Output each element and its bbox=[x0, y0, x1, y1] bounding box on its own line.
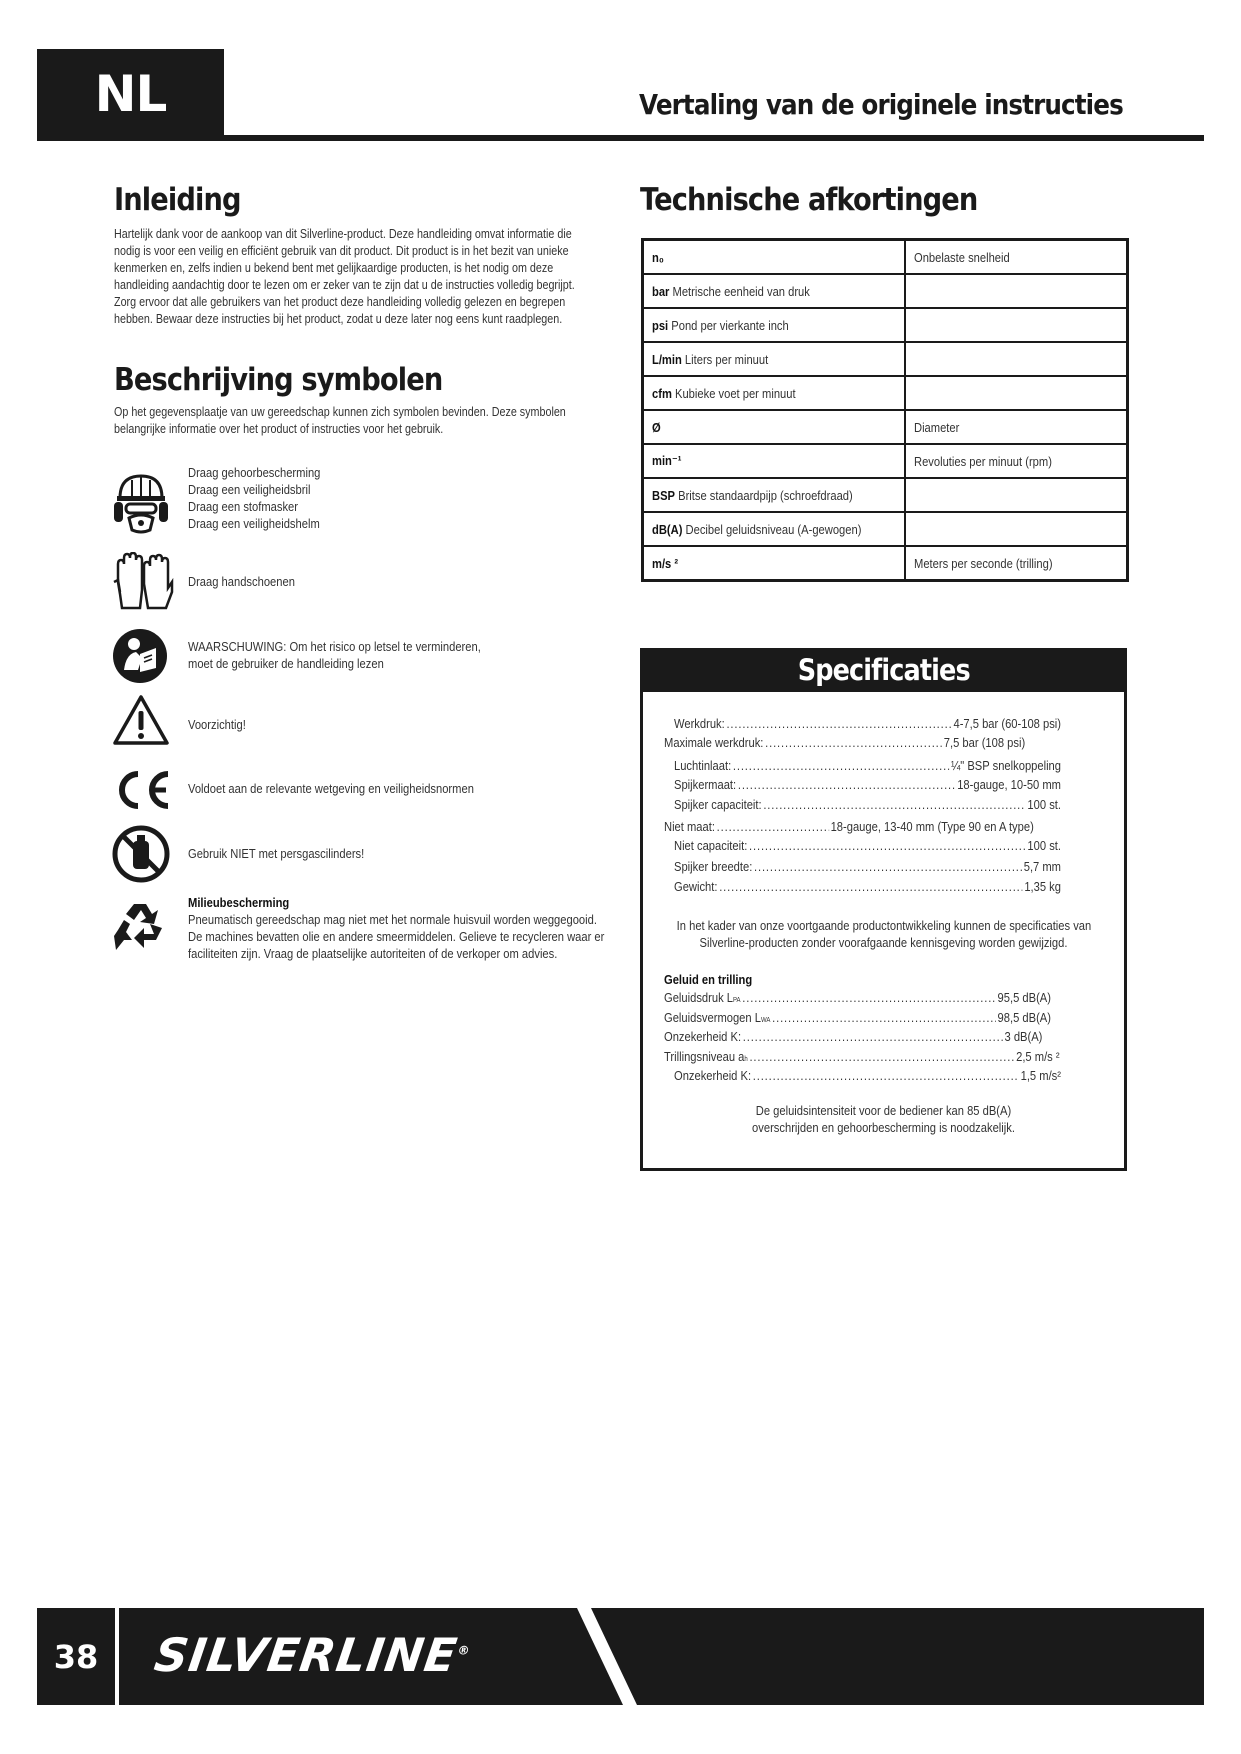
abbr-code: L/min bbox=[652, 351, 682, 367]
abbr-meaning: Britse standaardpijp (schroefdraad) bbox=[678, 487, 853, 503]
ppe-line: Draag een veiligheidsbril bbox=[188, 482, 311, 497]
sound-note-line: overschrijden en gehoorbescherming is noodzakelijk. bbox=[752, 1120, 1015, 1135]
abbreviations-table bbox=[641, 238, 1129, 582]
spec-row: Werkdruk: ..... 4-7,5 bar (60-108 psi) bbox=[674, 716, 1061, 731]
table-row bbox=[643, 240, 1128, 275]
table-row bbox=[643, 308, 1128, 342]
table-row bbox=[643, 342, 1128, 376]
sound-note bbox=[677, 1102, 1091, 1136]
specs-note bbox=[677, 917, 1091, 951]
page-number: 38 bbox=[53, 1637, 99, 1676]
abbr-code: Ø bbox=[652, 419, 661, 435]
header-rule bbox=[37, 135, 1204, 141]
abbr-definition: Revoluties per minuut (rpm) bbox=[913, 453, 1052, 469]
brand-logo bbox=[151, 1628, 474, 1682]
specs-heading: Specificaties bbox=[640, 648, 1127, 692]
abbr-code: dB(A) bbox=[652, 521, 683, 537]
abbr-code: bar bbox=[652, 283, 670, 299]
language-code: NL bbox=[94, 64, 167, 123]
abbr-code: min⁻¹ bbox=[652, 453, 682, 468]
spec-row: Niet capaciteit: ..... 100 st. bbox=[674, 838, 1061, 853]
abbr-meaning: Kubieke voet per minuut bbox=[675, 385, 796, 401]
footer-bar bbox=[37, 1608, 1204, 1705]
specs-note-line: In het kader van onze voortgaande productontwikkeling kunnen de specificaties van bbox=[676, 918, 1092, 933]
abbr-definition: Meters per seconde (trilling) bbox=[913, 555, 1053, 571]
abbr-code: n₀ bbox=[652, 249, 664, 265]
footer-divider bbox=[115, 1608, 119, 1705]
intro-heading: Inleiding bbox=[114, 182, 241, 218]
table-row bbox=[643, 478, 1128, 512]
symbols-intro bbox=[114, 404, 566, 438]
table-row bbox=[643, 376, 1128, 410]
specs-note-line: Silverline-producten zonder voorafgaande kennisgeving worden gewijzigd. bbox=[699, 935, 1068, 950]
registered-mark: ® bbox=[456, 1643, 472, 1658]
environment-line: faciliteiten zijn. Vraag de plaatselijke autoriteiten of de verkoper om advies. bbox=[188, 946, 558, 961]
spec-row: Niet maat: ..... 18-gauge, 13-40 mm (Type 90 en A type) bbox=[664, 819, 1034, 834]
environment-text bbox=[188, 894, 604, 962]
intro-line: kenmerken en, zelfs indien u bekend bent met gelijkaardige producten, is het nodig om deze bbox=[114, 261, 554, 275]
spec-row: Trillingsniveau a $_h$ ..... 2,5 m/s ² bbox=[664, 1049, 1060, 1064]
abbr-definition: Diameter bbox=[913, 419, 959, 435]
spec-row: Spijker breedte: ..... 5,7 mm bbox=[674, 859, 1061, 874]
spec-row: Geluidsdruk L $_{PA}$ ..... 95,5 dB(A) bbox=[664, 990, 1051, 1005]
abbr-definition: Onbelaste snelheid bbox=[913, 249, 1010, 265]
intro-line: handleiding aandachtig door te lezen om er zeker van te zijn dat u de instructies volledig begrijpt. bbox=[114, 278, 575, 292]
environment-line: Pneumatisch gereedschap mag niet met het normale huisvuil worden weggegooid. bbox=[188, 912, 597, 927]
abbr-code: BSP bbox=[652, 487, 675, 503]
abbr-meaning: Liters per minuut bbox=[684, 351, 769, 367]
environment-line: De machines bevatten olie en andere smeermiddelen. Gelieve te recycleren waar er bbox=[188, 929, 605, 944]
intro-line: nodig is voor een veilig en efficiënt gebruik van dit product. Dit product is in het bezit van unieke bbox=[114, 244, 569, 258]
sound-heading: Geluid en trilling bbox=[664, 972, 753, 987]
gloves-text: Draag handschoenen bbox=[188, 574, 295, 589]
ppe-line: Draag gehoorbescherming bbox=[188, 465, 321, 480]
read-manual-icon bbox=[112, 628, 168, 684]
gloves-icon bbox=[112, 552, 174, 610]
spec-row: Geluidsvermogen L $_{WA}$ ..... 98,5 dB(A) bbox=[664, 1010, 1051, 1025]
read-manual-line: moet de gebruiker de handleiding lezen bbox=[188, 656, 384, 671]
read-manual-text bbox=[188, 638, 481, 672]
no-gas-cylinder-icon bbox=[112, 825, 170, 883]
recycle-icon bbox=[112, 898, 168, 954]
intro-line: Zorg ervoor dat alle gebruikers van het product deze handleiding volledig gelezen en begrepen bbox=[114, 295, 566, 309]
symbols-heading: Beschrijving symbolen bbox=[114, 362, 443, 398]
table-row bbox=[643, 546, 1128, 581]
spec-row: Spijkermaat: ..... 18-gauge, 10-50 mm bbox=[674, 777, 1061, 792]
spec-row: Maximale werkdruk: ..... 7,5 bar (108 psi) bbox=[664, 735, 1025, 750]
ppe-line: Draag een stofmasker bbox=[188, 499, 298, 514]
symbols-intro-line: Op het gegevensplaatje van uw gereedschap kunnen zich symbolen bevinden. Deze symbolen bbox=[114, 405, 566, 419]
no-gas-text: Gebruik NIET met persgascilinders! bbox=[188, 846, 365, 861]
language-badge bbox=[37, 49, 224, 138]
spec-row: Onzekerheid K: ..... 1,5 m/s² bbox=[674, 1068, 1061, 1083]
abbr-meaning: Pond per vierkante inch bbox=[671, 317, 789, 333]
ce-text: Voldoet aan de relevante wetgeving en veiligheidsnormen bbox=[188, 781, 474, 796]
table-row bbox=[643, 274, 1128, 308]
intro-line: hebben. Bewaar deze instructies bij het product, zodat u deze later nog eens kunt raadplegen. bbox=[114, 312, 563, 326]
table-row bbox=[643, 512, 1128, 546]
abbr-code: m/s ² bbox=[652, 555, 679, 571]
ce-mark-icon bbox=[112, 768, 172, 812]
specs-box bbox=[640, 692, 1127, 1171]
table-row bbox=[643, 410, 1128, 444]
sound-note-line: De geluidsintensiteit voor de bediener kan 85 dB(A) bbox=[755, 1103, 1012, 1118]
warning-text: Voorzichtig! bbox=[188, 717, 246, 732]
table-row bbox=[643, 444, 1128, 478]
ppe-text bbox=[188, 464, 320, 532]
ppe-line: Draag een veiligheidshelm bbox=[188, 516, 320, 531]
symbols-intro-line: belangrijke informatie over het product of instructies voor het gebruik. bbox=[114, 422, 444, 436]
page-title: Vertaling van de originele instructies bbox=[639, 88, 1123, 121]
abbr-code: cfm bbox=[652, 385, 672, 401]
environment-title: Milieubescherming bbox=[188, 895, 290, 910]
spec-row: Luchtinlaat: ..... ¼" BSP snelkoppeling bbox=[674, 758, 1061, 773]
intro-text bbox=[114, 226, 575, 328]
abbr-meaning: Decibel geluidsniveau (A-gewogen) bbox=[685, 521, 862, 537]
spec-row: Spijker capaciteit: ..... 100 st. bbox=[674, 797, 1061, 812]
tech-heading: Technische afkortingen bbox=[640, 182, 978, 218]
brand-name: SILVERLINE bbox=[151, 1628, 461, 1682]
intro-line: Hartelijk dank voor de aankoop van dit Silverline-product. Deze handleiding omvat informatie die bbox=[114, 227, 572, 241]
ppe-head-icon bbox=[112, 470, 170, 536]
spec-row: Gewicht: ..... 1,35 kg bbox=[674, 879, 1061, 894]
read-manual-line: WAARSCHUWING: Om het risico op letsel te verminderen, bbox=[188, 639, 481, 654]
abbr-meaning: Metrische eenheid van druk bbox=[672, 283, 810, 299]
warning-triangle-icon bbox=[112, 694, 170, 746]
abbr-code: psi bbox=[652, 317, 669, 333]
brand-slash-icon bbox=[577, 1608, 637, 1705]
spec-row: Onzekerheid K: ..... 3 dB(A) bbox=[664, 1029, 1042, 1044]
